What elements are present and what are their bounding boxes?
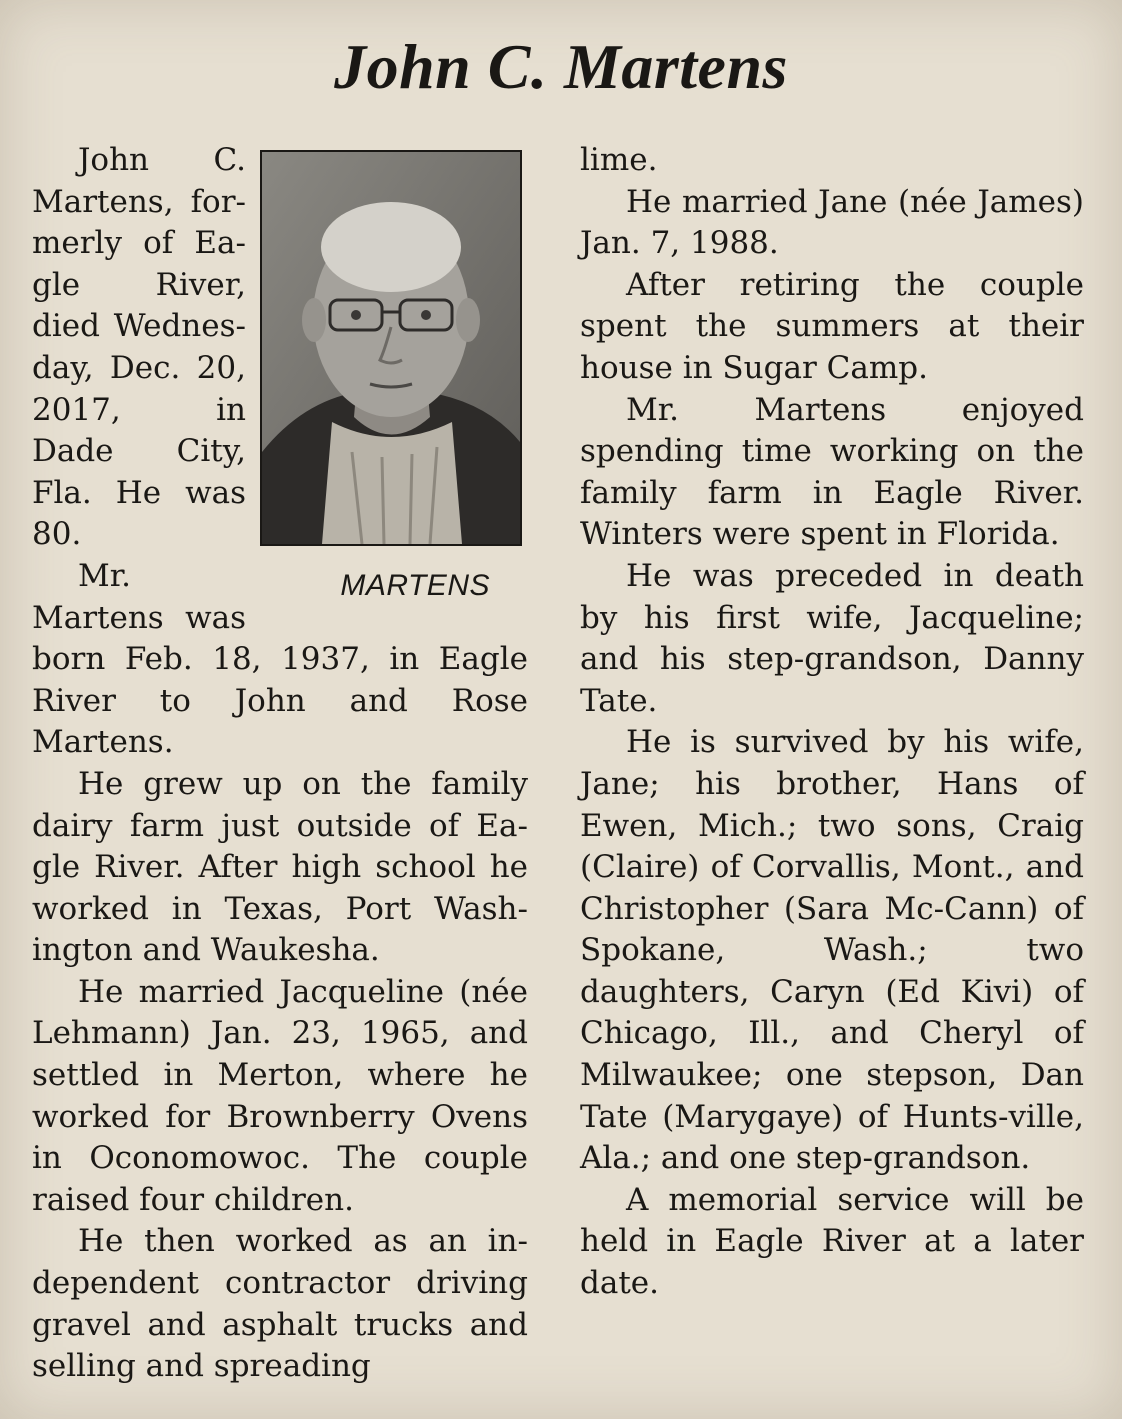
paragraph: John C. Martens, for-merly of Ea-gle River, died Wednes-day, Dec. 20, 2017, in Dade City, Fla. He was 80. bbox=[32, 142, 246, 553]
paragraph: He was preceded in death by his first wife, Jacqueline; and his step-grandson, Danny Tate. bbox=[580, 557, 1084, 719]
paragraph: Mr. Martens was born Feb. 18, 1937, in Eagle River to John and Rose Martens. bbox=[32, 557, 528, 761]
article-column-right bbox=[580, 140, 1084, 1305]
paragraph: He married Jane (née James) Jan. 7, 1988. bbox=[580, 183, 1084, 262]
photo-block bbox=[260, 150, 528, 612]
portrait-photo bbox=[260, 150, 522, 546]
paragraph: Mr. Martens enjoyed spending time working on the family farm in Eagle River. Winters were spent in Florida. bbox=[580, 391, 1084, 553]
photo-caption: MARTENS bbox=[340, 569, 490, 602]
paragraph: lime. bbox=[580, 142, 658, 178]
article-column-left bbox=[32, 140, 528, 1388]
paragraph: He grew up on the family dairy farm just outside of Ea-gle River. After high school he worked in Texas, Port Wash-ington and Waukesha. bbox=[32, 765, 528, 969]
paragraph: A memorial service will be held in Eagle River at a later date. bbox=[580, 1181, 1084, 1302]
obituary-headline: John C. Martens bbox=[334, 31, 788, 102]
paragraph: After retiring the couple spent the summers at their house in Sugar Camp. bbox=[580, 266, 1084, 386]
paragraph: He is survived by his wife, Jane; his brother, Hans of Ewen, Mich.; two sons, Craig (Claire) of Corvallis, Mont., and Christopher (Sara Mc-Cann) of Spokane, Wash.; two daughters, Caryn (Ed Kivi) of Chicago, Ill., and Cheryl of Milwaukee; one stepson, Dan Tate (Marygaye) of Hunts-ville, Ala.; and one step-grandson. bbox=[580, 724, 1084, 1177]
paragraph: He then worked as an in-dependent contractor driving gravel and asphalt trucks and selling and spreading bbox=[32, 1223, 528, 1385]
paragraph: He married Jacqueline (née Lehmann) Jan. 23, 1965, and settled in Merton, where he worked for Brownberry Ovens in Oconomowoc. The couple raised four children. bbox=[32, 973, 528, 1218]
portrait-image bbox=[262, 152, 520, 544]
